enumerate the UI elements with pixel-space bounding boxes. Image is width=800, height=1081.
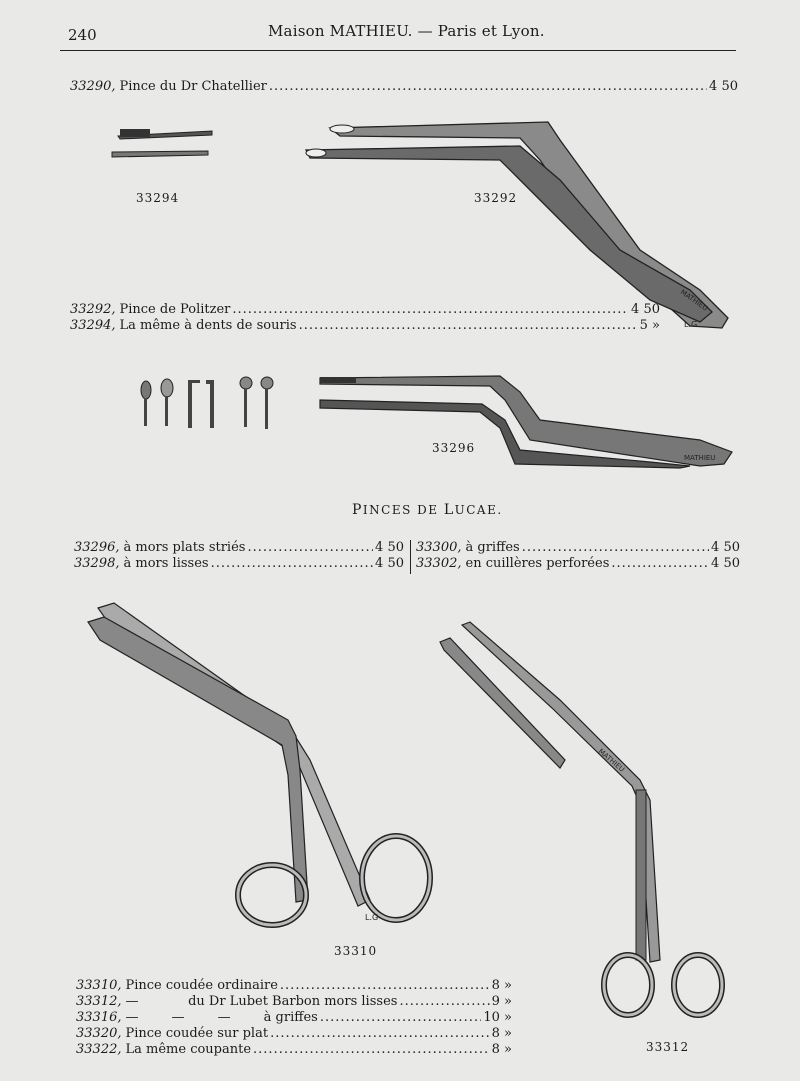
section-title-initial: L bbox=[443, 502, 455, 518]
item-description: Pince coudée ordinaire bbox=[125, 978, 278, 993]
item-number: 33300, bbox=[416, 540, 462, 555]
column-separator bbox=[410, 540, 411, 574]
lucae-forceps-33296-illustration bbox=[320, 376, 732, 468]
catalog-entry-33320 bbox=[76, 1026, 512, 1041]
leader-dots bbox=[253, 1042, 490, 1057]
leader-dots bbox=[270, 1026, 490, 1041]
item-description: — — — à griffes bbox=[125, 1010, 318, 1025]
item-description: Pince du Dr Chatellier bbox=[119, 79, 267, 94]
item-price: 4 50 bbox=[711, 556, 740, 571]
maker-mark-33312: MATHIEU bbox=[596, 747, 626, 774]
catalog-entry-33312 bbox=[76, 994, 512, 1009]
item-number: 33298, bbox=[74, 556, 120, 571]
item-number: 33296, bbox=[74, 540, 120, 555]
item-number: 33316, bbox=[76, 1010, 122, 1025]
item-description: Pince de Politzer bbox=[119, 302, 231, 317]
catalog-entry-33292 bbox=[70, 302, 660, 317]
item-number: 33312, bbox=[76, 994, 122, 1009]
figure-label-33294: 33294 bbox=[136, 191, 180, 205]
item-price: 10 » bbox=[483, 1010, 512, 1025]
page-header-title: Maison MATHIEU. — Paris et Lyon. bbox=[268, 22, 545, 40]
forceps-tip-33294-illustration bbox=[112, 129, 212, 157]
item-price: 5 » bbox=[639, 318, 660, 333]
item-number: 33292, bbox=[70, 302, 116, 317]
section-title-initial: P bbox=[352, 502, 363, 518]
leader-dots bbox=[320, 1010, 482, 1025]
leader-dots bbox=[299, 318, 638, 333]
item-number: 33290, bbox=[70, 79, 116, 94]
item-description: à mors plats striés bbox=[123, 540, 246, 555]
item-price: 8 » bbox=[491, 978, 512, 993]
leader-dots bbox=[280, 978, 490, 993]
catalog-entry-33310 bbox=[76, 978, 512, 993]
item-price: 4 50 bbox=[375, 540, 404, 555]
catalog-entry-33302 bbox=[416, 556, 740, 571]
item-number: 33294, bbox=[70, 318, 116, 333]
catalog-entry-33316 bbox=[76, 1010, 512, 1025]
item-price: 4 50 bbox=[711, 540, 740, 555]
item-price: 4 50 bbox=[375, 556, 404, 571]
item-price: 9 » bbox=[491, 994, 512, 1009]
leader-dots bbox=[611, 556, 709, 571]
maker-mark-33292: MATHIEU bbox=[678, 288, 710, 313]
item-description: à griffes bbox=[465, 540, 520, 555]
figure-label-33296: 33296 bbox=[432, 441, 476, 455]
figure-label-33312: 33312 bbox=[646, 1040, 690, 1054]
leader-dots bbox=[247, 540, 373, 555]
item-number: 33302, bbox=[416, 556, 462, 571]
section-title-part: UCAE. bbox=[454, 503, 503, 517]
catalog-entry-33300 bbox=[416, 540, 740, 555]
engraver-mark-33310: L.G bbox=[365, 913, 379, 922]
politzer-forceps-33292-illustration bbox=[306, 122, 728, 328]
item-description: Pince coudée sur plat bbox=[125, 1026, 269, 1041]
item-number: 33320, bbox=[76, 1026, 122, 1041]
item-description: La même coupante bbox=[125, 1042, 252, 1057]
catalog-entry-33298 bbox=[74, 556, 404, 571]
section-title-lucae bbox=[352, 502, 503, 518]
engraver-mark-33292: L.G bbox=[684, 320, 698, 329]
item-description: à mors lisses bbox=[123, 556, 209, 571]
figure-label-33292: 33292 bbox=[474, 191, 518, 205]
catalog-entry-33322 bbox=[76, 1042, 512, 1057]
leader-dots bbox=[522, 540, 709, 555]
leader-dots bbox=[399, 994, 489, 1009]
item-number: 33310, bbox=[76, 978, 122, 993]
item-price: 4 50 bbox=[709, 79, 738, 94]
leader-dots bbox=[232, 302, 629, 317]
page-number: 240 bbox=[68, 26, 97, 44]
bent-forceps-33310-illustration bbox=[88, 603, 430, 925]
item-description: en cuillères perforées bbox=[465, 556, 610, 571]
catalog-entry-33296 bbox=[74, 540, 404, 555]
lubet-barbon-forceps-33312-illustration bbox=[440, 622, 722, 1015]
lucae-tips-accessories-illustration bbox=[141, 377, 273, 429]
item-price: 8 » bbox=[491, 1026, 512, 1041]
maker-mark-33296: MATHIEU bbox=[684, 454, 716, 462]
figure-label-33310: 33310 bbox=[334, 944, 378, 958]
item-description: La même à dents de souris bbox=[119, 318, 297, 333]
item-description: — du Dr Lubet Barbon mors lisses bbox=[125, 994, 398, 1009]
leader-dots bbox=[211, 556, 373, 571]
item-price: 8 » bbox=[491, 1042, 512, 1057]
section-title-part: INCES DE bbox=[362, 503, 444, 517]
item-number: 33322, bbox=[76, 1042, 122, 1057]
item-price: 4 50 bbox=[631, 302, 660, 317]
catalog-entry-33294 bbox=[70, 318, 660, 333]
